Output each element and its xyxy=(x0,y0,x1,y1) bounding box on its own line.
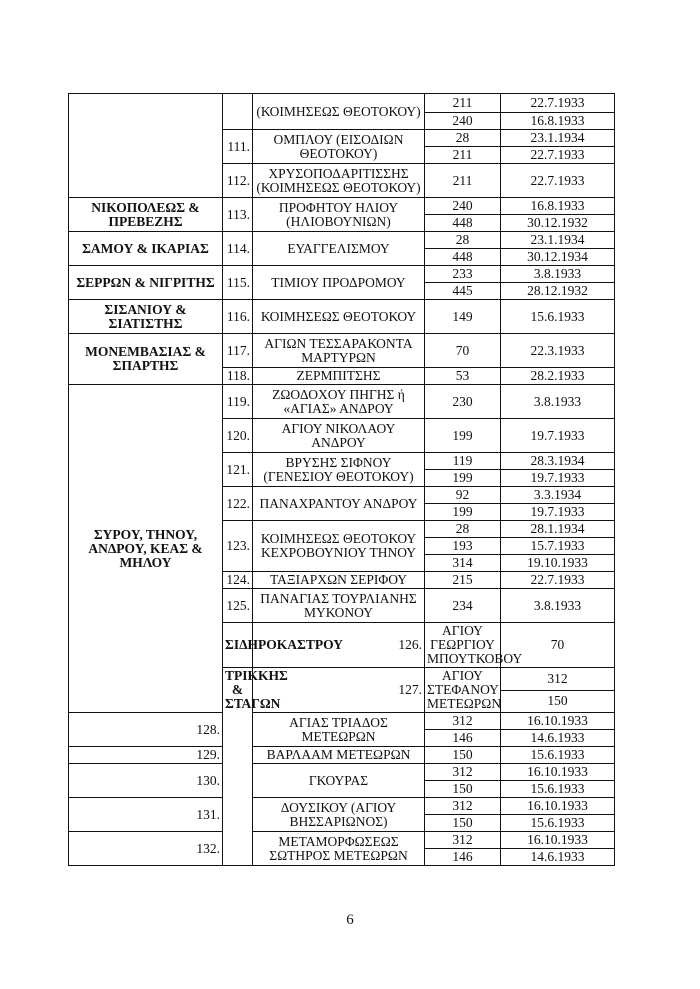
fek-number: 312 xyxy=(425,713,501,730)
fek-number: 230 xyxy=(425,385,501,419)
entry-number: 121. xyxy=(223,453,253,487)
fek-date: 16.10.1933 xyxy=(501,832,615,849)
monastery-name: ΑΓΙΑΣ ΤΡΙΑΔΟΣ ΜΕΤΕΩΡΩΝ xyxy=(253,713,425,747)
table-row xyxy=(69,385,615,419)
entry-number: 112. xyxy=(223,164,253,198)
diocese-cell: ΣΕΡΡΩΝ & ΝΙΓΡΙΤΗΣ xyxy=(69,266,223,300)
fek-number: 312 xyxy=(425,832,501,849)
fek-number: 149 xyxy=(425,300,501,334)
fek-number: 28 xyxy=(425,130,501,147)
fek-number: 70 xyxy=(425,334,501,368)
monastery-name: ΒΡΥΣΗΣ ΣΙΦΝΟΥ (ΓΕΝΕΣΙΟΥ ΘΕΟΤΟΚΟΥ) xyxy=(253,453,425,487)
entry-number: 128. xyxy=(69,713,223,747)
page-number: 6 xyxy=(346,912,354,928)
fek-date: 22.7.1933 xyxy=(501,164,615,198)
fek-number: 53 xyxy=(425,368,501,385)
fek-date: 15.6.1933 xyxy=(501,815,615,832)
entry-number xyxy=(223,94,253,130)
table-row xyxy=(69,300,615,334)
diocese-cell: ΣΑΜΟΥ & ΙΚΑΡΙΑΣ xyxy=(69,232,223,266)
fek-number: 150 xyxy=(501,690,615,713)
table-row xyxy=(69,764,615,781)
monastery-name: ΠΡΟΦΗΤΟΥ ΗΛΙΟΥ (ΗΛΙΟΒΟΥΝΙΩΝ) xyxy=(253,198,425,232)
fek-date: 22.7.1933 xyxy=(501,572,615,589)
fek-number: 211 xyxy=(425,147,501,164)
fek-date: 19.7.1933 xyxy=(501,470,615,487)
entry-number: 119. xyxy=(223,385,253,419)
monastery-name: ΚΟΙΜΗΣΕΩΣ ΘΕΟΤΟΚΟΥ xyxy=(253,300,425,334)
monastery-name: ΔΟΥΣΙΚΟΥ (ΑΓΙΟΥ ΒΗΣΣΑΡΙΩΝΟΣ) xyxy=(253,798,425,832)
entry-number: 111. xyxy=(223,130,253,164)
fek-number: 28 xyxy=(425,521,501,538)
fek-date: 28.1.1934 xyxy=(501,521,615,538)
fek-number: 199 xyxy=(425,419,501,453)
fek-date: 14.6.1933 xyxy=(501,849,615,866)
diocese-cell: ΣΥΡΟΥ, ΤΗΝΟΥ, ΑΝΔΡΟΥ, ΚΕΑΣ & ΜΗΛΟΥ xyxy=(69,385,223,713)
fek-date: 16.10.1933 xyxy=(501,713,615,730)
fek-date: 15.6.1933 xyxy=(501,781,615,798)
monastery-name: ΠΑΝΑΓΙΑΣ ΤΟΥΡΛΙΑΝΗΣ ΜΥΚΟΝΟΥ xyxy=(253,589,425,623)
fek-number: 146 xyxy=(425,730,501,747)
diocese-cell: ΜΟΝΕΜΒΑΣΙΑΣ & ΣΠΑΡΤΗΣ xyxy=(69,334,223,385)
monastery-name: (ΚΟΙΜΗΣΕΩΣ ΘΕΟΤΟΚΟΥ) xyxy=(253,94,425,130)
table-row xyxy=(69,266,615,283)
fek-date: 16.10.1933 xyxy=(501,798,615,815)
fek-number: 312 xyxy=(425,798,501,815)
fek-date: 15.6.1933 xyxy=(501,300,615,334)
table-row xyxy=(69,198,615,215)
fek-number: 211 xyxy=(425,164,501,198)
monastery-name: ΑΓΙΟΥ ΓΕΩΡΓΙΟΥ ΜΠΟΥΤΚΟΒΟΥ xyxy=(425,623,501,668)
table-body xyxy=(69,94,615,866)
monastery-name: ΓΚΟΥΡΑΣ xyxy=(253,764,425,798)
fek-date: 22.7.1933 xyxy=(501,147,615,164)
fek-number: 92 xyxy=(425,487,501,504)
entry-number: 127. xyxy=(253,668,425,713)
fek-number: 150 xyxy=(425,747,501,764)
fek-date: 15.6.1933 xyxy=(501,747,615,764)
fek-date: 28.12.1932 xyxy=(501,283,615,300)
fek-date: 19.7.1933 xyxy=(501,504,615,521)
fek-date: 3.8.1933 xyxy=(501,266,615,283)
fek-date: 15.7.1933 xyxy=(501,538,615,555)
entry-number: 129. xyxy=(69,747,223,764)
monastery-name: ΜΕΤΑΜΟΡΦΩΣΕΩΣ ΣΩΤΗΡΟΣ ΜΕΤΕΩΡΩΝ xyxy=(253,832,425,866)
fek-date: 16.8.1933 xyxy=(501,198,615,215)
table-row xyxy=(69,713,615,730)
fek-number: 199 xyxy=(425,504,501,521)
fek-date: 14.6.1933 xyxy=(501,730,615,747)
monastery-name: ΑΓΙΟΥ ΝΙΚΟΛΑΟΥ ΑΝΔΡΟΥ xyxy=(253,419,425,453)
fek-date: 23.1.1934 xyxy=(501,232,615,249)
monastery-name: ΖΕΡΜΠΙΤΣΗΣ xyxy=(253,368,425,385)
fek-date: 19.7.1933 xyxy=(501,419,615,453)
diocese-cell: ΣΙΔΗΡΟΚΑΣΤΡΟΥ xyxy=(223,623,253,668)
monastery-name: ΚΟΙΜΗΣΕΩΣ ΘΕΟΤΟΚΟΥ ΚΕΧΡΟΒΟΥΝΙΟΥ ΤΗΝΟΥ xyxy=(253,521,425,572)
fek-date: 28.3.1934 xyxy=(501,453,615,470)
entry-number: 132. xyxy=(69,832,223,866)
fek-date: 23.1.1934 xyxy=(501,130,615,147)
fek-number: 240 xyxy=(425,198,501,215)
entry-number: 130. xyxy=(69,764,223,798)
fek-date: 30.12.1934 xyxy=(501,249,615,266)
table-row xyxy=(69,334,615,368)
fek-number: 119 xyxy=(425,453,501,470)
entry-number: 116. xyxy=(223,300,253,334)
fek-number: 448 xyxy=(425,215,501,232)
fek-number: 314 xyxy=(425,555,501,572)
fek-number: 445 xyxy=(425,283,501,300)
fek-number: 234 xyxy=(425,589,501,623)
fek-number: 193 xyxy=(425,538,501,555)
entry-number: 126. xyxy=(253,623,425,668)
monastery-name: ΒΑΡΛΑΑΜ ΜΕΤΕΩΡΩΝ xyxy=(253,747,425,764)
entry-number: 122. xyxy=(223,487,253,521)
fek-date: 22.3.1933 xyxy=(501,334,615,368)
fek-number: 28 xyxy=(425,232,501,249)
monastery-name: ΟΜΠΛΟΥ (ΕΙΣΟΔΙΩΝ ΘΕΟΤΟΚΟΥ) xyxy=(253,130,425,164)
monastery-name: ΧΡΥΣΟΠΟΔΑΡΙΤΙΣΣΗΣ (ΚΟΙΜΗΣΕΩΣ ΘΕΟΤΟΚΟΥ) xyxy=(253,164,425,198)
entry-number: 125. xyxy=(223,589,253,623)
entry-number: 117. xyxy=(223,334,253,368)
diocese-cell: ΣΙΣΑΝΙΟΥ & ΣΙΑΤΙΣΤΗΣ xyxy=(69,300,223,334)
monastery-registry-table xyxy=(68,93,615,866)
monastery-name: ΤΙΜΙΟΥ ΠΡΟΔΡΟΜΟΥ xyxy=(253,266,425,300)
fek-number: 312 xyxy=(425,764,501,781)
fek-date: 19.10.1933 xyxy=(501,555,615,572)
fek-date: 3.8.1933 xyxy=(501,385,615,419)
fek-date: 22.7.1933 xyxy=(501,94,615,113)
table-row xyxy=(69,747,615,764)
entry-number: 120. xyxy=(223,419,253,453)
fek-number: 312 xyxy=(501,668,615,691)
diocese-cell: ΤΡΙΚΚΗΣ & ΣΤΑΓΩΝ xyxy=(223,668,253,866)
fek-number: 150 xyxy=(425,815,501,832)
entry-number: 123. xyxy=(223,521,253,572)
fek-number: 199 xyxy=(425,470,501,487)
monastery-name: ΠΑΝΑΧΡΑΝΤΟΥ ΑΝΔΡΟΥ xyxy=(253,487,425,521)
entry-number: 113. xyxy=(223,198,253,232)
fek-number: 150 xyxy=(425,781,501,798)
entry-number: 115. xyxy=(223,266,253,300)
monastery-name: ΑΓΙΟΥ ΣΤΕΦΑΝΟΥ ΜΕΤΕΩΡΩΝ xyxy=(425,668,501,713)
table-row xyxy=(69,798,615,815)
fek-number: 215 xyxy=(425,572,501,589)
table-row xyxy=(69,232,615,249)
diocese-cell: ΝΙΚΟΠΟΛΕΩΣ & ΠΡΕΒΕΖΗΣ xyxy=(69,198,223,232)
fek-number: 146 xyxy=(425,849,501,866)
table-row xyxy=(69,94,615,113)
fek-number: 448 xyxy=(425,249,501,266)
monastery-name: ΑΓΙΩΝ ΤΕΣΣΑΡΑΚΟΝΤΑ ΜΑΡΤΥΡΩΝ xyxy=(253,334,425,368)
fek-date: 30.12.1932 xyxy=(501,215,615,232)
fek-date: 16.10.1933 xyxy=(501,764,615,781)
fek-date: 3.3.1934 xyxy=(501,487,615,504)
fek-number: 211 xyxy=(425,94,501,113)
fek-date: 3.8.1933 xyxy=(501,589,615,623)
fek-number: 70 xyxy=(501,623,615,668)
fek-date: 28.2.1933 xyxy=(501,368,615,385)
entry-number: 114. xyxy=(223,232,253,266)
monastery-name: ΕΥΑΓΓΕΛΙΣΜΟΥ xyxy=(253,232,425,266)
entry-number: 131. xyxy=(69,798,223,832)
fek-date: 16.8.1933 xyxy=(501,113,615,130)
table-row xyxy=(69,832,615,849)
fek-number: 233 xyxy=(425,266,501,283)
diocese-cell xyxy=(69,94,223,198)
fek-number: 240 xyxy=(425,113,501,130)
entry-number: 118. xyxy=(223,368,253,385)
entry-number: 124. xyxy=(223,572,253,589)
monastery-name: ΖΩΟΔΟΧΟΥ ΠΗΓΗΣ ή «ΑΓΙΑΣ» ΑΝΔΡΟΥ xyxy=(253,385,425,419)
monastery-name: ΤΑΞΙΑΡΧΩΝ ΣΕΡΙΦΟΥ xyxy=(253,572,425,589)
